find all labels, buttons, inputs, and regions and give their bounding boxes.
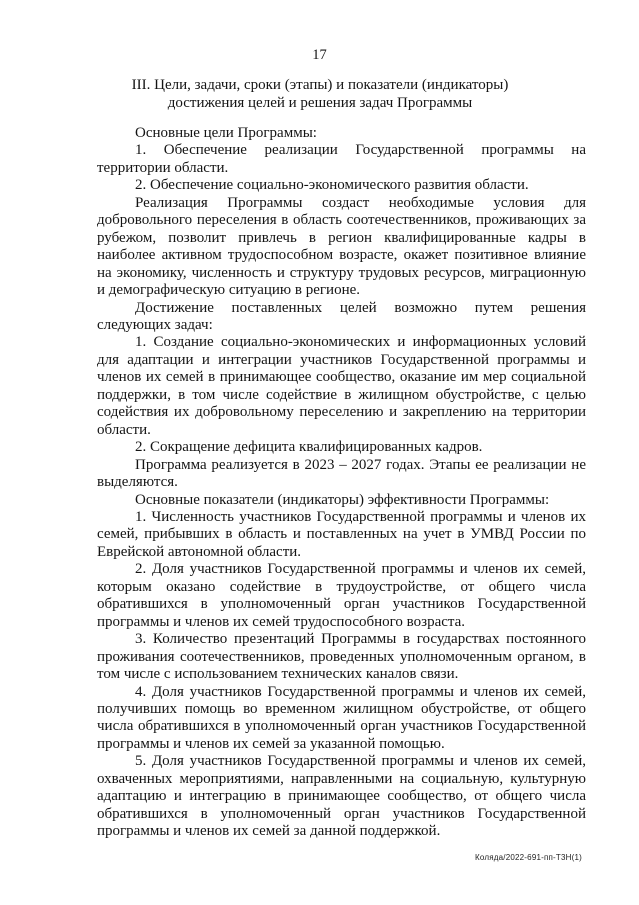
paragraph-task-1: 1. Создание социально-экономических и информационных условий для адаптации и интеграции участников Государственной программы и членов их семей в принимающее сообщество, оказание им мер социальной поддержки, в том числе содействие в жилищном обустройстве, с целью содействия их добровольному переселению и закреплению на территории области. (97, 334, 586, 438)
paragraph-indicator-5: 5. Доля участников Государственной программы и членов их семей, охваченных мероприятиями, направленными на социальную, культурную адаптацию и интеграцию в принимающее сообщество, от общего числа обратившихся в уполномоченный орган участников Государственной программы и членов их семей за данной поддержкой. (97, 753, 586, 840)
section-heading-line-1: III. Цели, задачи, сроки (этапы) и показатели (индикаторы) (131, 77, 509, 93)
paragraph-implementation: Реализация Программы создаст необходимые условия для добровольного переселения в область соотечественников, проживающих за рубежом, позволит привлечь в регион квалифицированные кадры в наиболее активном трудоспособном возрасте, окажет позитивное влияние на экономику, численность и структуру трудовых ресурсов, миграционную и демографическую ситуацию в регионе. (97, 194, 586, 299)
document-footer-code: Коляда/2022-691-пп-Т3Н(1) (475, 853, 582, 862)
paragraph-indicator-4: 4. Доля участников Государственной программы и членов их семей, получивших помощь во временном жилищном обустройстве, от общего числа обратившихся в уполномоченный орган участников Государственной программы и членов их семей за указанной помощью. (97, 683, 586, 752)
paragraph-goal-2: 2. Обеспечение социально-экономического развития области. (135, 177, 529, 194)
paragraph-goals-intro: Основные цели Программы: (135, 125, 317, 141)
paragraph-indicators-intro: Основные показатели (индикаторы) эффективности Программы: (135, 491, 550, 508)
body-text (97, 125, 586, 841)
paragraph-goal-1: 1. Обеспечение реализации Государственной программы на территории области. (97, 142, 586, 176)
paragraph-tasks-intro: Достижение поставленных целей возможно путем решения следующих задач: (97, 299, 586, 333)
paragraph-indicator-1: 1. Численность участников Государственной программы и членов их семей, прибывших в область и поставленных на учет в УМВД России по Еврейской автономной области. (97, 508, 586, 560)
section-heading-line-2: достижения целей и решения задач Программы (167, 95, 473, 111)
paragraph-task-2: 2. Сокращение дефицита квалифицированных кадров. (135, 439, 483, 456)
paragraph-indicator-3: 3. Количество презентаций Программы в государствах постоянного проживания соотечественников, проведенных уполномоченным органом, в том числе с использованием технических каналов связи. (97, 631, 586, 683)
page-number: 17 (312, 47, 327, 63)
section-heading (100, 76, 540, 112)
paragraph-timeline: Программа реализуется в 2023 – 2027 годах. Этапы ее реализации не выделяются. (97, 456, 586, 491)
paragraph-indicator-2: 2. Доля участников Государственной программы и членов их семей, которым оказано содействие в трудоустройстве, от общего числа обратившихся в уполномоченный орган участников Государственной программы и членов их семей трудоспособного возраста. (97, 561, 586, 630)
